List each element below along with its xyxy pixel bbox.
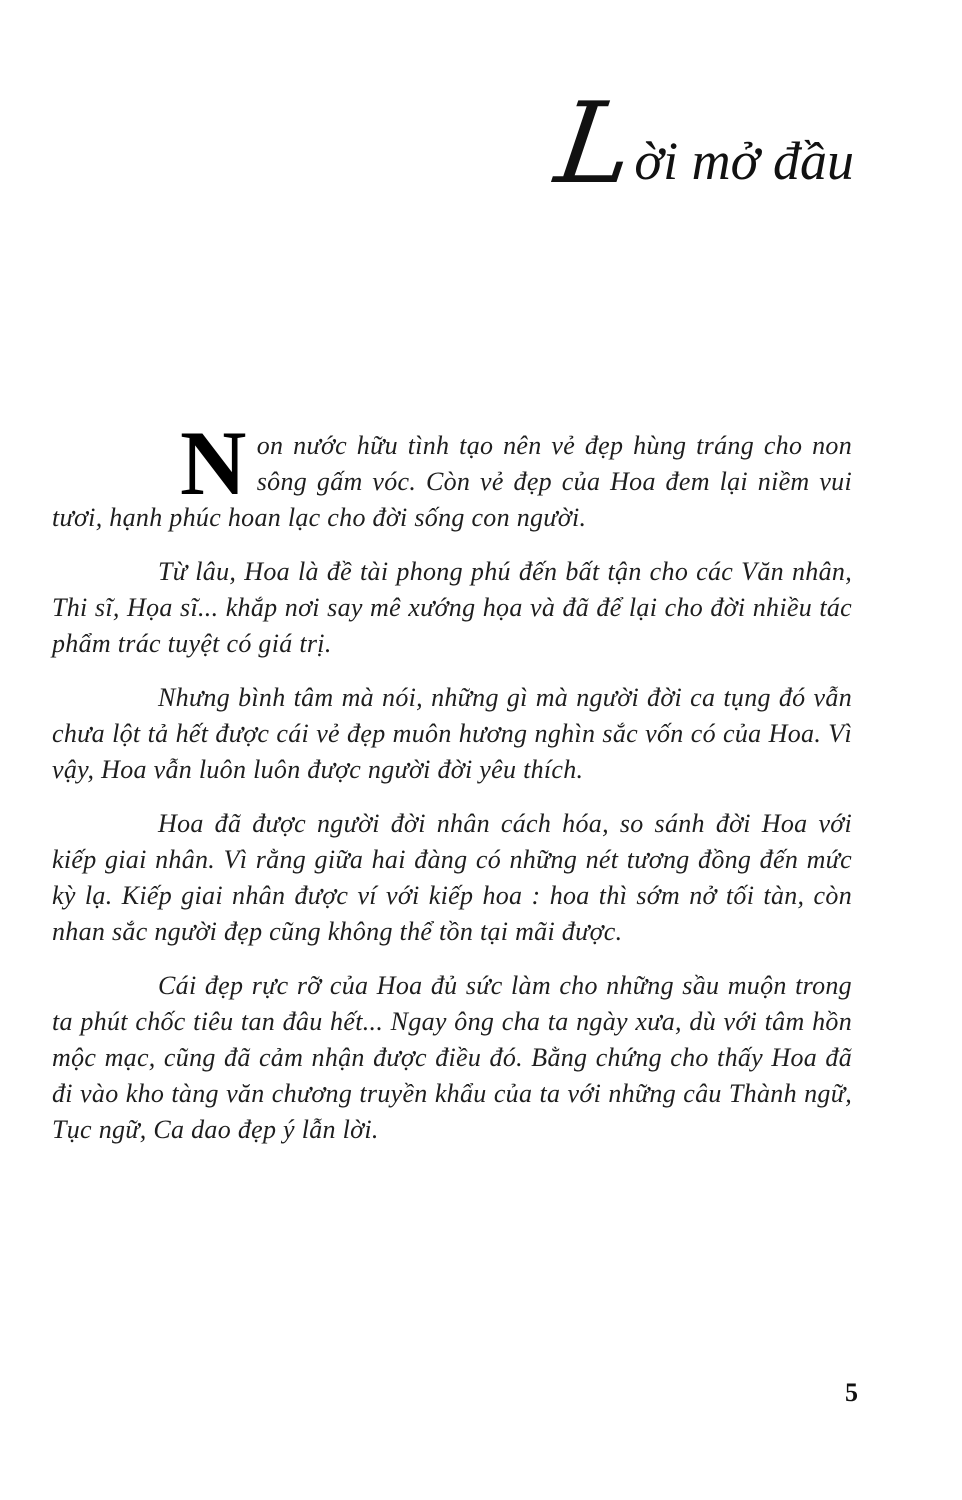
intro-text: on nước hữu tình tạo nên vẻ đẹp hùng tráng cho non sông gấm vóc. Còn vẻ đẹp của Hoa đem lại niềm vui tươi, hạnh phúc hoan lạc cho đời sống con người. [52, 431, 852, 532]
drop-cap: N [180, 412, 247, 514]
page-title [548, 79, 854, 209]
page-number: 5 [845, 1378, 858, 1407]
paragraph-3: Hoa đã được người đời nhân cách hóa, so sánh đời Hoa với kiếp giai nhân. Vì rằng giữa hai đàng có những nét tương đồng đến mức kỳ lạ. Kiếp giai nhân được ví với kiếp hoa : hoa thì sớm nở tối tàn, còn nhan sắc người đẹp cũng không thể tồn tại mãi được. [52, 809, 852, 946]
title-text: ời mở đầu [634, 131, 854, 191]
intro-paragraph [52, 412, 852, 536]
body-text [52, 412, 852, 1166]
paragraph-2: Nhưng bình tâm mà nói, những gì mà người đời ca tụng đó vẫn chưa lột tả hết được cái vẻ đẹp muôn hương nghìn sắc vốn có của Hoa. Vì vậy, Hoa vẫn luôn luôn được người đời yêu thích. [52, 683, 852, 784]
paragraph-1: Từ lâu, Hoa là đề tài phong phú đến bất tận cho các Văn nhân, Thi sĩ, Họa sĩ... khắp nơi say mê xướng họa và đã để lại cho đời nhiều tác phẩm trác tuyệt có giá trị. [52, 557, 852, 658]
title-initial-letter: L [548, 79, 642, 209]
paragraph-4: Cái đẹp rực rỡ của Hoa đủ sức làm cho những sầu muộn trong ta phút chốc tiêu tan đâu hết... Ngay ông cha ta ngày xưa, dù với tâm hồn mộc mạc, cũng đã cảm nhận được điều đó. Bằng chứng cho thấy Hoa đã đi vào kho tàng văn chương truyền khẩu của ta với những câu Thành ngữ, Tục ngữ, Ca dao đẹp ý lẫn lời. [52, 971, 852, 1144]
